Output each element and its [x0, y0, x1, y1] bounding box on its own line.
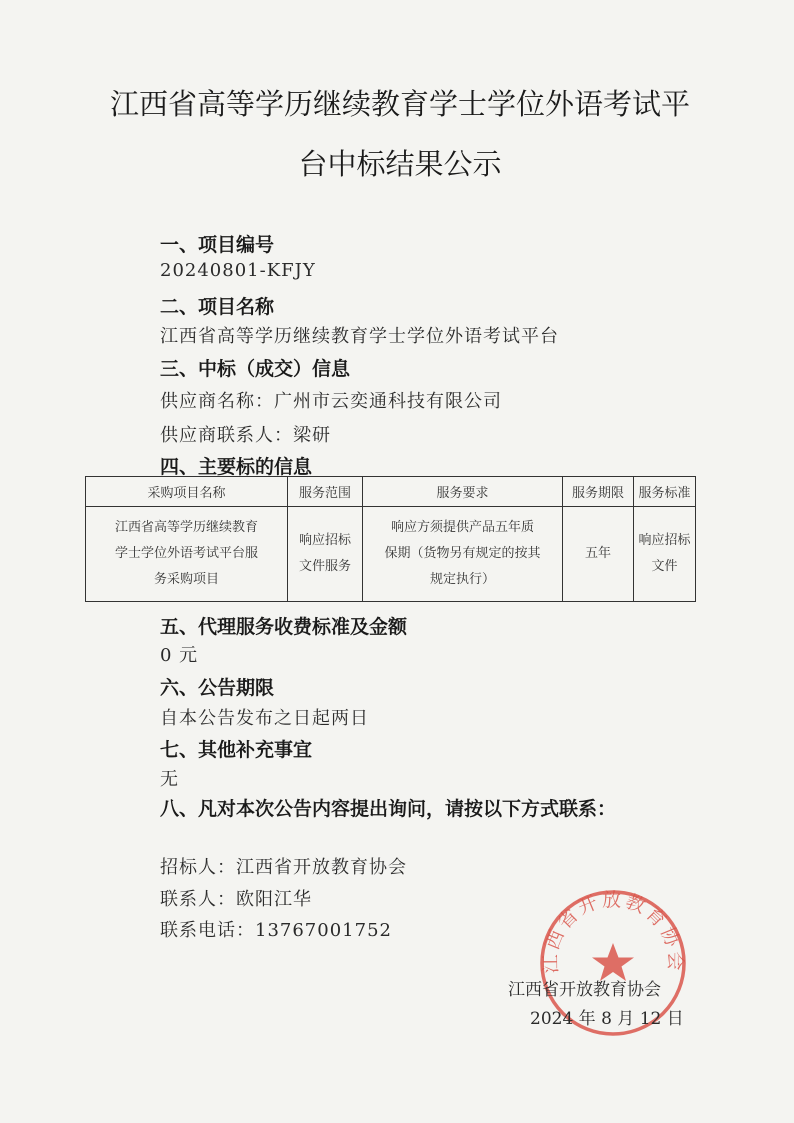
section-6-heading: 六、公告期限	[160, 677, 275, 699]
section-3-heading: 三、中标（成交）信息	[160, 358, 351, 380]
contact-phone: 联系电话：13767001752	[160, 920, 392, 941]
cell-line: 响应招标	[298, 533, 351, 548]
section-5-heading: 五、代理服务收费标准及金额	[160, 616, 408, 638]
section-8-heading: 八、凡对本次公告内容提出询问，请按以下方式联系：	[160, 798, 617, 820]
table-header-cell: 采购项目名称	[86, 477, 288, 507]
table-header-cell: 服务期限	[563, 477, 634, 507]
table-header-cell: 服务范围	[288, 477, 363, 507]
other-matters: 无	[160, 769, 179, 790]
supplier-name: 供应商名称：广州市云奕通科技有限公司	[160, 391, 502, 412]
signature-org: 江西省开放教育协会	[508, 980, 661, 1000]
service-scope-cell	[288, 507, 363, 602]
table-header-cell: 服务标准	[634, 477, 696, 507]
service-period-cell: 五年	[563, 507, 634, 602]
signature-date: 2024 年 8 月 12 日	[530, 1009, 684, 1029]
service-standard-cell	[634, 507, 696, 602]
section-1-heading: 一、项目编号	[160, 234, 275, 256]
table-row	[86, 507, 696, 602]
supplier-contact: 供应商联系人：梁研	[160, 425, 331, 446]
table-header-row	[86, 477, 696, 507]
tenderer: 招标人：江西省开放教育协会	[160, 857, 407, 878]
cell-line: 保期（货物另有规定的按其	[384, 546, 541, 561]
cell-line: 务采购项目	[153, 572, 219, 587]
title-line-1: 江西省高等学历继续教育学士学位外语考试平	[109, 87, 690, 121]
bid-info-table	[85, 476, 696, 602]
section-2-heading: 二、项目名称	[160, 296, 275, 318]
seal-text: 江西省开放教育协会	[539, 888, 687, 974]
procurement-item-name-cell	[86, 507, 288, 602]
project-number: 20240801-KFJY	[160, 260, 316, 281]
section-7-heading: 七、其他补充事宜	[160, 739, 313, 761]
service-requirement-cell	[363, 507, 563, 602]
table-header-cell: 服务要求	[363, 477, 563, 507]
project-name: 江西省高等学历继续教育学士学位外语考试平台	[160, 326, 559, 347]
section-4-heading: 四、主要标的信息	[160, 456, 313, 478]
contact-person: 联系人：欧阳江华	[160, 889, 312, 910]
notice-period: 自本公告发布之日起两日	[160, 708, 369, 729]
cell-line: 文件服务	[298, 559, 351, 574]
cell-line: 响应方须提供产品五年质	[390, 520, 534, 535]
cell-line: 文件	[651, 559, 678, 574]
cell-line: 规定执行）	[429, 572, 495, 587]
cell-line: 学士学位外语考试平台服	[114, 546, 258, 561]
cell-line: 响应招标	[638, 533, 691, 548]
cell-line: 江西省高等学历继续教育	[114, 520, 258, 535]
title-line-2: 台中标结果公示	[298, 147, 502, 181]
agency-fee: 0 元	[160, 645, 199, 666]
